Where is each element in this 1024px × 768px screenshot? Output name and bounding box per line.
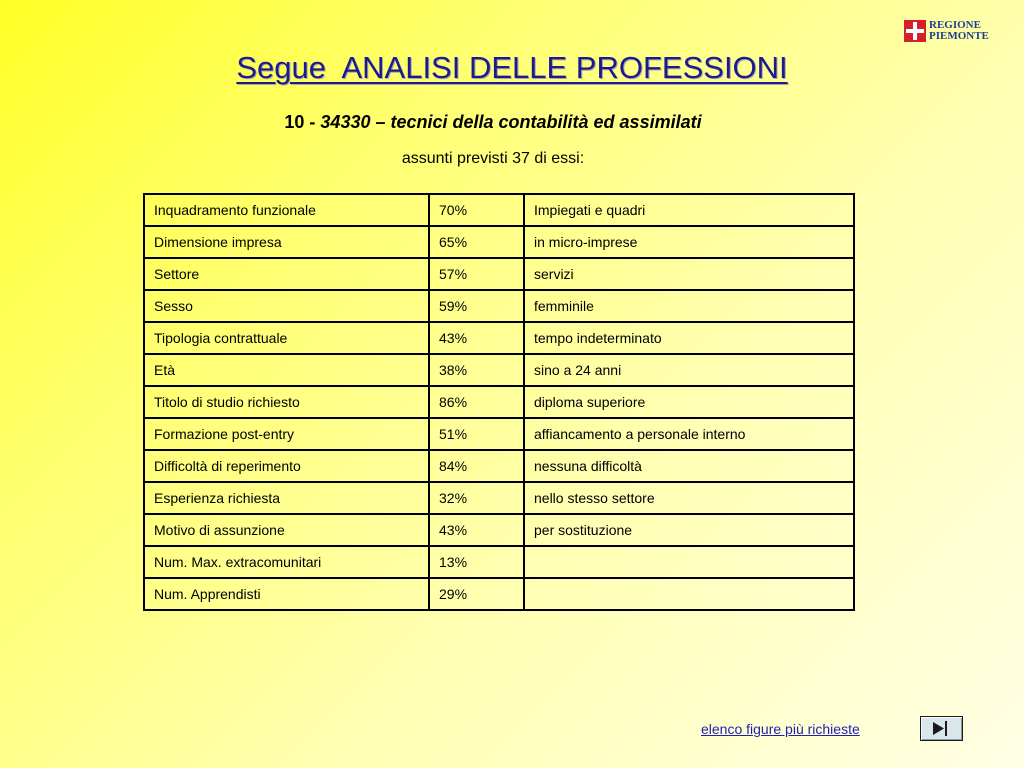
end-navigation-button[interactable] <box>920 716 963 741</box>
row-percent-cell: 65% <box>429 226 524 258</box>
table-row <box>144 322 854 354</box>
row-percent-cell: 86% <box>429 386 524 418</box>
row-label-cell: Sesso <box>144 290 429 322</box>
row-label-cell: Esperienza richiesta <box>144 482 429 514</box>
profession-subtitle <box>0 110 986 134</box>
row-percent-cell: 29% <box>429 578 524 610</box>
row-label-cell: Num. Apprendisti <box>144 578 429 610</box>
page-title: Segue ANALISI DELLE PROFESSIONI <box>236 50 788 85</box>
row-value-cell: tempo indeterminato <box>524 322 854 354</box>
regione-piemonte-logo <box>904 17 994 45</box>
row-label-cell: Titolo di studio richiesto <box>144 386 429 418</box>
row-percent-cell: 43% <box>429 322 524 354</box>
table-row <box>144 290 854 322</box>
most-requested-figures-link[interactable]: elenco figure più richieste <box>701 721 860 737</box>
logo-line-2: PIEMONTE <box>929 30 989 42</box>
row-value-cell: in micro-imprese <box>524 226 854 258</box>
row-label-cell: Formazione post-entry <box>144 418 429 450</box>
row-percent-cell: 84% <box>429 450 524 482</box>
row-label-cell: Motivo di assunzione <box>144 514 429 546</box>
row-percent-cell: 59% <box>429 290 524 322</box>
row-value-cell <box>524 546 854 578</box>
profession-number: 10 - <box>284 112 321 132</box>
row-percent-cell: 57% <box>429 258 524 290</box>
table-row <box>144 482 854 514</box>
row-value-cell: per sostituzione <box>524 514 854 546</box>
table-row <box>144 386 854 418</box>
row-value-cell: affiancamento a personale interno <box>524 418 854 450</box>
table-row <box>144 226 854 258</box>
row-label-cell: Tipologia contrattuale <box>144 322 429 354</box>
row-label-cell: Inquadramento funzionale <box>144 194 429 226</box>
logo-text <box>929 20 989 42</box>
table-row <box>144 258 854 290</box>
row-percent-cell: 51% <box>429 418 524 450</box>
table-row <box>144 354 854 386</box>
row-value-cell: servizi <box>524 258 854 290</box>
hires-note: assunti previsti 37 di essi: <box>401 150 585 167</box>
row-value-cell: sino a 24 anni <box>524 354 854 386</box>
skip-to-end-icon <box>921 717 962 740</box>
row-percent-cell: 38% <box>429 354 524 386</box>
table-row <box>144 514 854 546</box>
logo-line-1: REGIONE <box>929 19 981 31</box>
row-percent-cell: 13% <box>429 546 524 578</box>
table-row <box>144 578 854 610</box>
row-value-cell: Impiegati e quadri <box>524 194 854 226</box>
row-label-cell: Difficoltà di reperimento <box>144 450 429 482</box>
profession-analysis-table <box>143 193 855 611</box>
table-row <box>144 450 854 482</box>
row-percent-cell: 43% <box>429 514 524 546</box>
table-row <box>144 418 854 450</box>
row-value-cell: femminile <box>524 290 854 322</box>
row-value-cell <box>524 578 854 610</box>
row-value-cell: diploma superiore <box>524 386 854 418</box>
row-percent-cell: 70% <box>429 194 524 226</box>
row-label-cell: Dimensione impresa <box>144 226 429 258</box>
row-label-cell: Num. Max. extracomunitari <box>144 546 429 578</box>
row-label-cell: Età <box>144 354 429 386</box>
row-percent-cell: 32% <box>429 482 524 514</box>
row-label-cell: Settore <box>144 258 429 290</box>
row-value-cell: nessuna difficoltà <box>524 450 854 482</box>
row-value-cell: nello stesso settore <box>524 482 854 514</box>
table-row <box>144 194 854 226</box>
profession-code-and-name: 34330 – tecnici della contabilità ed assimilati <box>320 112 702 132</box>
piemonte-flag-icon <box>904 20 926 42</box>
table-row <box>144 546 854 578</box>
